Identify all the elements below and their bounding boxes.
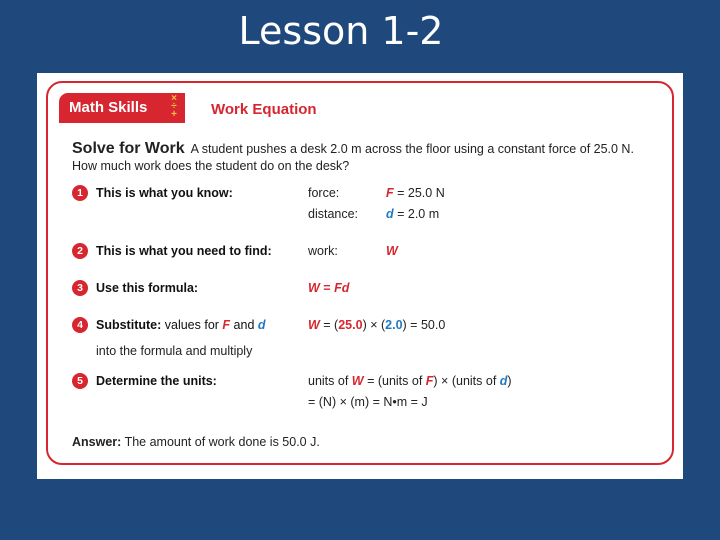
math-skills-banner: [59, 93, 185, 123]
step-1-label: This is what you know:: [96, 186, 233, 200]
force-variable: F: [386, 186, 394, 200]
substitute-f: F: [222, 318, 231, 332]
distance-value: = 2.0 m: [393, 207, 440, 221]
units-line-2: = (N) × (m) = N•m = J: [308, 395, 428, 409]
known-distance-value: [386, 206, 439, 222]
force-value: = 25.0 N: [393, 186, 445, 200]
step-5-label: Determine the units:: [96, 374, 217, 388]
formula-fd: Fd: [334, 281, 350, 295]
problem-line-1: A student pushes a desk 2.0 m across the floor using a constant force of 25.0 N.: [190, 142, 634, 156]
substitution-equation: [308, 317, 445, 333]
step-4-line-2: into the formula and multiply: [96, 344, 253, 358]
distance-variable: d: [386, 207, 394, 221]
units-pre: units of: [308, 374, 352, 388]
problem-line-2: How much work does the student do on the desk?: [72, 159, 350, 173]
formula-equals: =: [319, 281, 335, 295]
sub-distance-value: 2.0: [385, 318, 403, 332]
step-2-number: 2: [72, 243, 88, 259]
step-3-number: 3: [72, 280, 88, 296]
step-3-label: Use this formula:: [96, 281, 199, 295]
banner-label: Math Skills: [69, 99, 148, 116]
sub-mid: ) × (: [362, 318, 386, 332]
math-skills-card: [46, 81, 674, 465]
formula-w: W: [308, 281, 320, 295]
problem-statement: [72, 140, 662, 175]
step-5-number: 5: [72, 373, 88, 389]
step-4-number: 4: [72, 317, 88, 333]
units-f: F: [425, 374, 434, 388]
known-distance-label: distance:: [308, 207, 359, 221]
sub-w: W: [308, 318, 320, 332]
step-2-label: This is what you need to find:: [96, 244, 272, 258]
substitute-d: d: [257, 318, 266, 332]
worksheet-image: [37, 73, 683, 479]
slide-title-text: Lesson 1-2: [238, 9, 444, 53]
answer: [72, 435, 320, 449]
math-operators-icon: × ÷ +: [171, 93, 177, 120]
sub-force-value: 25.0: [338, 318, 363, 332]
known-force-label: force:: [308, 186, 340, 200]
units-eq: = (units of: [363, 374, 426, 388]
problem-heading: Solve for Work: [72, 140, 185, 157]
answer-text: The amount of work done is 50.0 J.: [121, 435, 320, 449]
units-end: ): [507, 374, 512, 388]
known-force-value: [386, 185, 445, 201]
step-4-label: [96, 317, 266, 333]
units-line-1: [308, 373, 512, 389]
units-d: d: [499, 374, 508, 388]
slide-title: [0, 8, 720, 54]
find-work-label: work:: [308, 244, 338, 258]
substitute-and: and: [230, 318, 258, 332]
sub-result: ) = 50.0: [402, 318, 446, 332]
banner-topic: Work Equation: [211, 101, 317, 118]
substitute-label-rest: values for: [161, 318, 223, 332]
find-work-variable: [386, 243, 398, 259]
units-w: W: [351, 374, 364, 388]
sub-eq: = (: [319, 318, 339, 332]
substitute-label: Substitute:: [96, 318, 162, 332]
answer-label: Answer:: [72, 435, 122, 449]
work-variable: W: [386, 244, 398, 258]
units-mid: ) × (units of: [433, 374, 500, 388]
formula: [308, 280, 349, 296]
step-1-number: 1: [72, 185, 88, 201]
